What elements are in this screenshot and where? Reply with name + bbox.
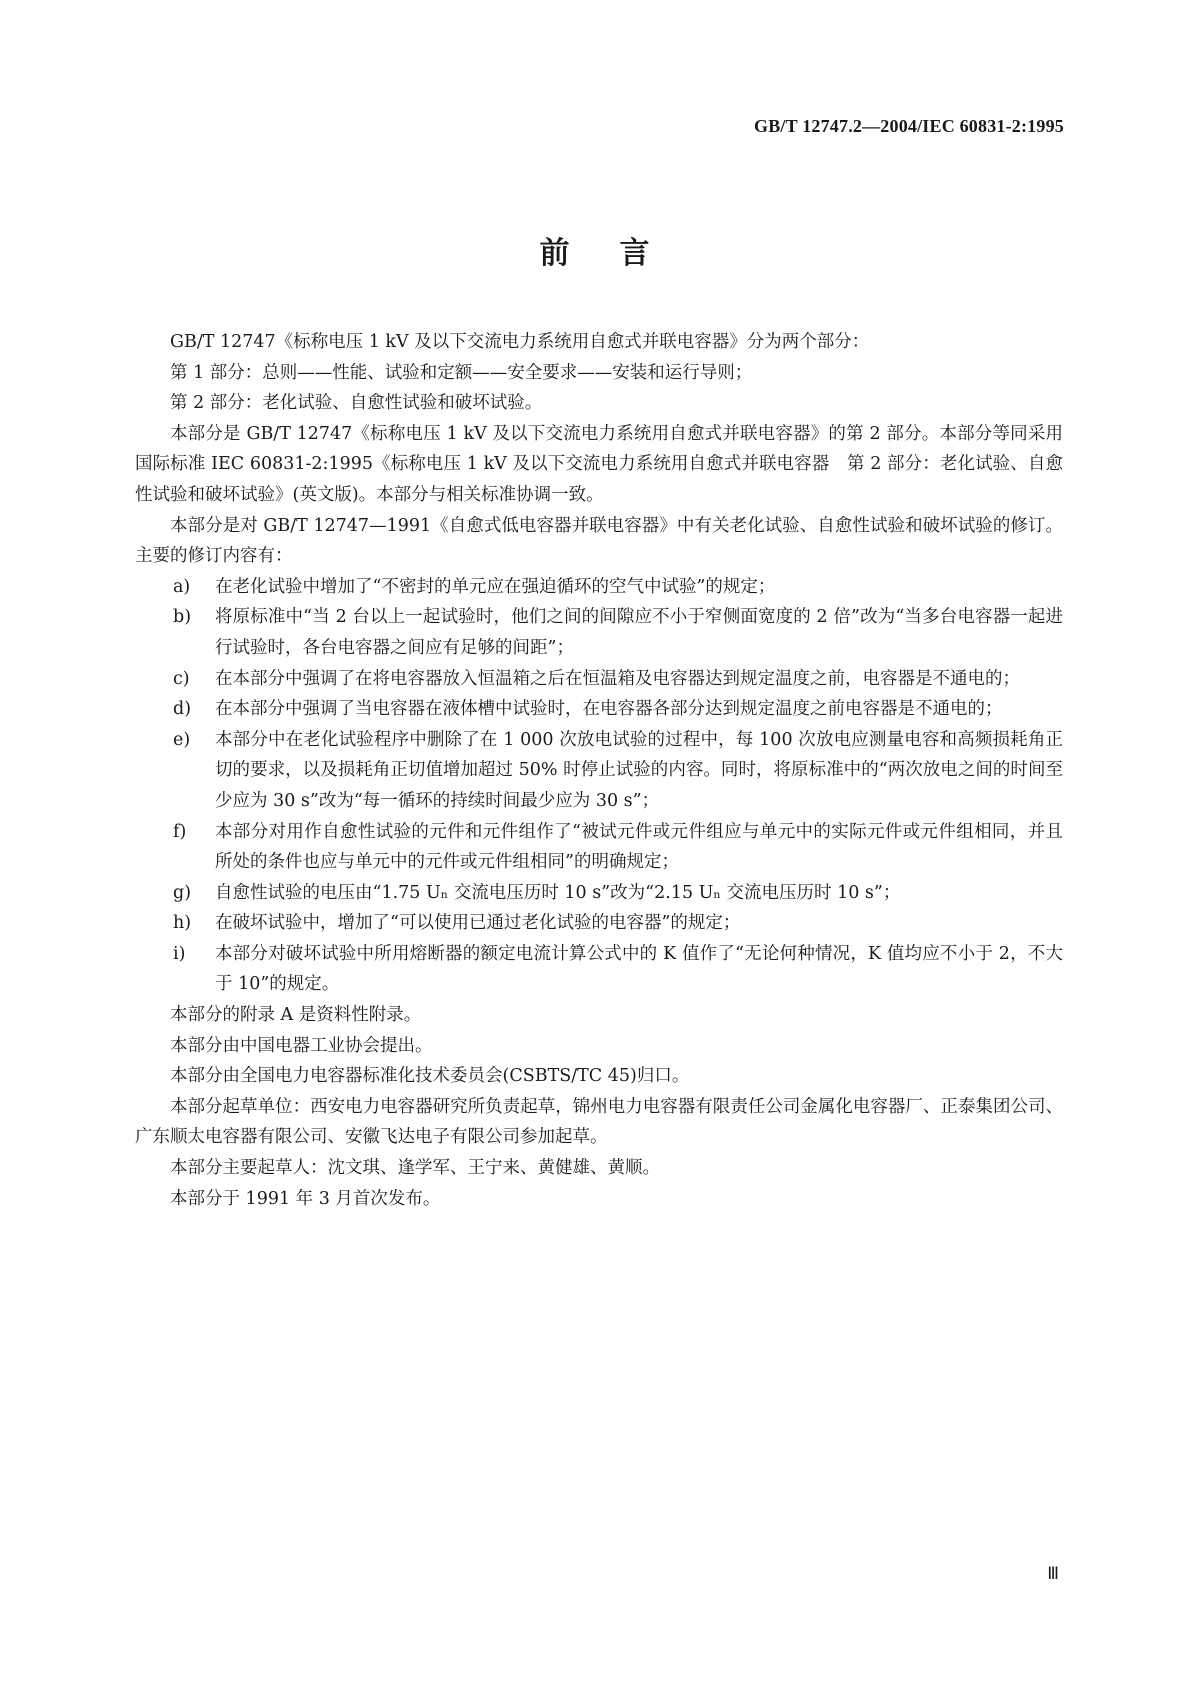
list-item-mark: i) xyxy=(173,943,186,964)
list-item-mark: a) xyxy=(173,576,191,597)
list-item-text: 在老化试验中增加了“不密封的单元应在强迫循环的空气中试验”的规定； xyxy=(215,576,776,597)
standard-code: GB/T 12747.2—2004/IEC 60831-2:1995 xyxy=(754,116,1064,136)
list-item-text: 本部分对破坏试验中所用熔断器的额定电流计算公式中的 K 值作了“无论何种情况，K 值均应不小于 2，不大于 10”的规定。 xyxy=(215,943,1063,995)
list-item-text: 本部分中在老化试验程序中删除了在 1 000 次放电试验的过程中，每 100 次放电应测量电容和高频损耗角正切的要求，以及损耗角正切值增加超过 50% 时停止试验的内容。同时，将原标准中的“两次放电之间的时间至少应为 30 s”改为“每一循环的持续时间最少应为 30 s”； xyxy=(215,729,1063,811)
list-item-text: 自愈性试验的电压由“1.75 Uₙ 交流电压历时 10 s”改为“2.15 Uₙ 交流电压历时 10 s”； xyxy=(215,882,901,903)
list-item-text: 在本部分中强调了当电容器在液体槽中试验时，在电容器各部分达到规定温度之前电容器是不通电的； xyxy=(215,699,1003,720)
list-item xyxy=(135,694,1063,725)
list-item xyxy=(135,939,1063,1000)
list-item-mark: e) xyxy=(173,729,191,750)
list-item-mark: d) xyxy=(173,699,192,720)
list-item-mark: g) xyxy=(173,882,192,903)
page-number: Ⅲ xyxy=(1047,1564,1059,1583)
paragraph: 本部分是 GB/T 12747《标称电压 1 kV 及以下交流电力系统用自愈式并联电容器》的第 2 部分。本部分等同采用国际标准 IEC 60831-2:1995《标称电压 1 kV 及以下交流电力系统用自愈式并联电容器 第 2 部分：老化试验、自愈性试验和破坏试验》(英文版)。本部分与相关标准协调一致。 xyxy=(135,423,1063,505)
list-item-text: 在破坏试验中，增加了“可以使用已通过老化试验的电容器”的规定； xyxy=(215,913,741,934)
preface-body xyxy=(135,327,1063,1214)
list-item-mark: c) xyxy=(173,668,190,689)
page-title xyxy=(0,228,1191,272)
paragraph: 本部分起草单位：西安电力电容器研究所负责起草，锦州电力电容器有限责任公司金属化电容器厂、正泰集团公司、广东顺太电容器有限公司、安徽飞达电子有限公司参加起草。 xyxy=(135,1096,1063,1148)
paragraph: 本部分由中国电器工业协会提出。 xyxy=(170,1035,433,1056)
list-item xyxy=(135,572,1063,603)
paragraph: 第 2 部分：老化试验、自愈性试验和破坏试验。 xyxy=(170,393,543,414)
list-item xyxy=(135,878,1063,909)
paragraph: 第 1 部分：总则——性能、试验和定额——安全要求——安装和运行导则； xyxy=(170,362,753,383)
list-item xyxy=(135,602,1063,663)
list-item-mark: h) xyxy=(173,913,192,934)
list-item xyxy=(135,817,1063,878)
paragraph: 本部分主要起草人：沈文琪、逢学军、王宁来、黄健雄、黄顺。 xyxy=(170,1158,660,1179)
list-item-text: 将原标准中“当 2 台以上一起试验时，他们之间的间隙应不小于窄侧面宽度的 2 倍”改为“当多台电容器一起进行试验时，各台电容器之间应有足够的间距”； xyxy=(215,607,1063,658)
paragraph: 本部分于 1991 年 3 月首次发布。 xyxy=(170,1188,441,1209)
paragraph: 本部分由全国电力电容器标准化技术委员会(CSBTS/TC 45)归口。 xyxy=(170,1066,690,1087)
list-item xyxy=(135,908,1063,939)
title-char-2: 言 xyxy=(619,236,652,271)
list-item xyxy=(135,664,1063,695)
paragraph: GB/T 12747《标称电压 1 kV 及以下交流电力系统用自愈式并联电容器》分为两个部分： xyxy=(170,332,870,352)
paragraph: 本部分的附录 A 是资料性附录。 xyxy=(170,1005,422,1026)
list-item-mark: b) xyxy=(173,607,192,628)
title-char-1: 前 xyxy=(539,236,572,271)
list-item xyxy=(135,725,1063,817)
list-item-text: 在本部分中强调了在将电容器放入恒温箱之后在恒温箱及电容器达到规定温度之前，电容器是不通电的； xyxy=(215,668,1020,689)
list-item-mark: f) xyxy=(173,821,187,842)
paragraph: 本部分是对 GB/T 12747—1991《自愈式低电容器并联电容器》中有关老化试验、自愈性试验和破坏试验的修订。主要的修订内容有： xyxy=(135,515,1063,567)
list-item-text: 本部分对用作自愈性试验的元件和元件组作了“被试元件或元件组应与单元中的实际元件或元件组相同，并且所处的条件也应与单元中的元件或元件组相同”的明确规定； xyxy=(215,821,1063,873)
